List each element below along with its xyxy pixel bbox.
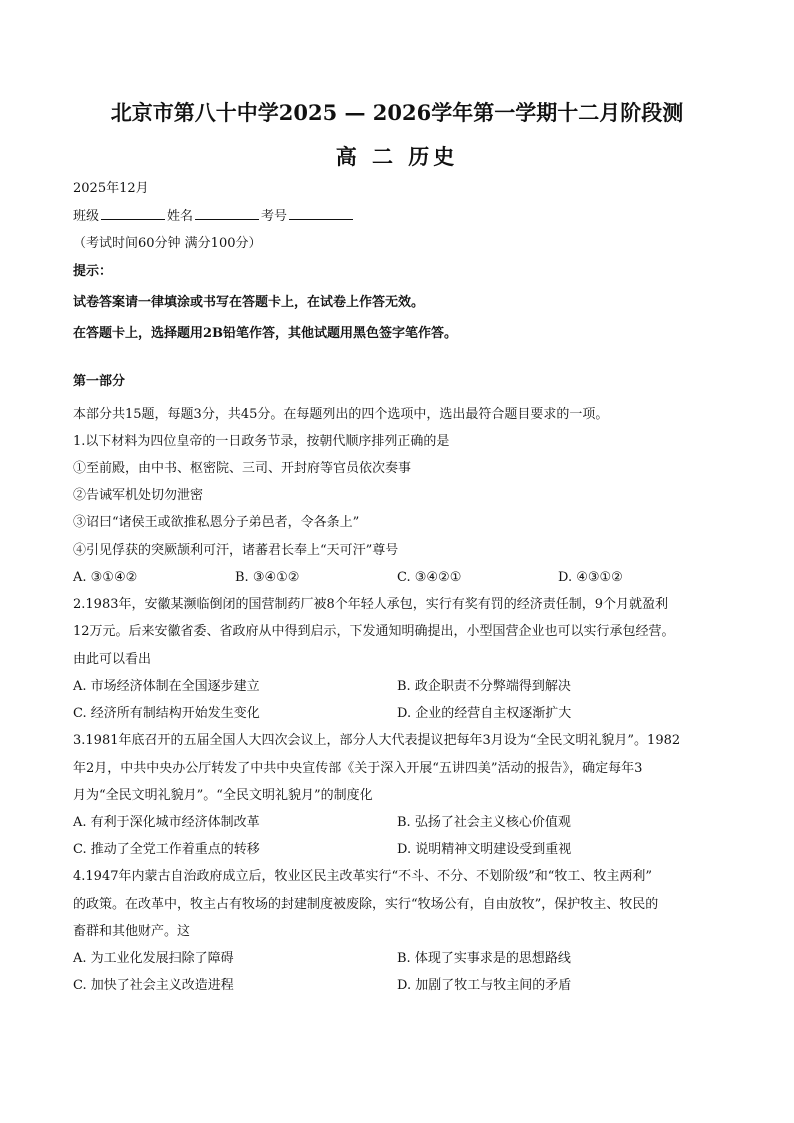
q3-option-a: A. 有利于深化城市经济体制改革 [73, 815, 260, 830]
part1-heading: 第一部分 [73, 374, 126, 389]
q2-option-a: A. 市场经济体制在全国逐步建立 [73, 679, 260, 694]
q4-stem-line-3: 畜群和其他财产。这 [73, 924, 191, 939]
notice-line-2: 在答题卡上，选择题用2B铅笔作答，其他试题用黑色签字笔作答。 [73, 326, 458, 341]
q1-option-b: B. ③④①② [235, 570, 300, 585]
q3-stem-line-3: 月为“全民文明礼貌月”。“全民文明礼貌月”的制度化 [73, 788, 373, 803]
q2-option-b: B. 政企职责不分弊端得到解决 [397, 679, 571, 694]
q2-option-d: D. 企业的经营自主权逐渐扩大 [397, 706, 572, 721]
class-label: 班级 [73, 209, 100, 224]
name-blank [195, 207, 259, 220]
q2-option-c: C. 经济所有制结构开始发生变化 [73, 706, 260, 721]
q3-option-c: C. 推动了全党工作着重点的转移 [73, 842, 260, 857]
q2-stem-line-3: 由此可以看出 [73, 652, 152, 667]
q1-stem: 1.以下材料为四位皇帝的一日政务节录，按朝代顺序排列正确的是 [73, 434, 450, 449]
q1-item-1: ①至前殿，由中书、枢密院、三司、开封府等官员依次奏事 [73, 461, 412, 476]
q4-stem-line-2: 的政策。在改革中，牧主占有牧场的封建制度被废除，实行“牧场公有，自由放牧”，保护牧主、牧民的 [73, 897, 659, 912]
q3-option-d: D. 说明精神文明建设受到重视 [397, 842, 572, 857]
student-info-row [73, 207, 355, 226]
exam-info: （考试时间60分钟 满分100分） [73, 236, 262, 251]
q3-stem-line-1: 3.1981年底召开的五届全国人大四次会议上，部分人大代表提议把每年3月设为“全民文明礼貌月”。1982 [73, 733, 681, 748]
exam-no-blank [289, 207, 353, 220]
notice-label: 提示： [73, 264, 113, 279]
class-blank [101, 207, 165, 220]
notice-line-1: 试卷答案请一律填涂或书写在答题卡上，在试卷上作答无效。 [73, 295, 425, 310]
exam-subtitle: 高 二 历史 [335, 144, 459, 169]
q4-option-b: B. 体现了实事求是的思想路线 [397, 951, 571, 966]
exam-date: 2025年12月 [73, 181, 149, 196]
q1-option-d: D. ④③①② [558, 570, 623, 585]
part1-instructions: 本部分共15题，每题3分，共45分。在每题列出的四个选项中，选出最符合题目要求的一项。 [73, 407, 609, 422]
q4-option-c: C. 加快了社会主义改造进程 [73, 978, 234, 993]
exam-title: 北京市第八十中学2025 — 2026学年第一学期十二月阶段测 [110, 100, 684, 125]
q1-option-c: C. ③④②① [397, 570, 462, 585]
q1-item-4: ④引见俘获的突厥颉利可汗，诸蕃君长奉上“天可汗”尊号 [73, 543, 399, 558]
q2-stem-line-2: 12万元。后来安徽省委、省政府从中得到启示，下发通知明确提出，小型国营企业也可以实行承包经营。 [73, 624, 675, 639]
q4-option-a: A. 为工业化发展扫除了障碍 [73, 951, 234, 966]
q1-item-2: ②告诫军机处切勿泄密 [73, 488, 204, 503]
q2-stem-line-1: 2.1983年，安徽某濒临倒闭的国营制药厂被8个年轻人承包，实行有奖有罚的经济责任制，9个月就盈利 [73, 597, 669, 612]
q4-stem-line-1: 4.1947年内蒙古自治政府成立后，牧业区民主改革实行“不斗、不分、不划阶级”和“牧工、牧主两利” [73, 869, 653, 884]
q1-item-3: ③诏曰“诸侯王或欲推私恩分子弟邑者，令各条上” [73, 515, 360, 530]
q4-option-d: D. 加剧了牧工与牧主间的矛盾 [397, 978, 572, 993]
q1-option-a: A. ③①④② [73, 570, 138, 585]
exam-no-label: 考号 [261, 209, 288, 224]
q3-option-b: B. 弘扬了社会主义核心价值观 [397, 815, 571, 830]
name-label: 姓名 [167, 209, 194, 224]
q3-stem-line-2: 年2月，中共中央办公厅转发了中共中央宣传部《关于深入开展“五讲四美”活动的报告》，确定每年3 [73, 761, 643, 776]
